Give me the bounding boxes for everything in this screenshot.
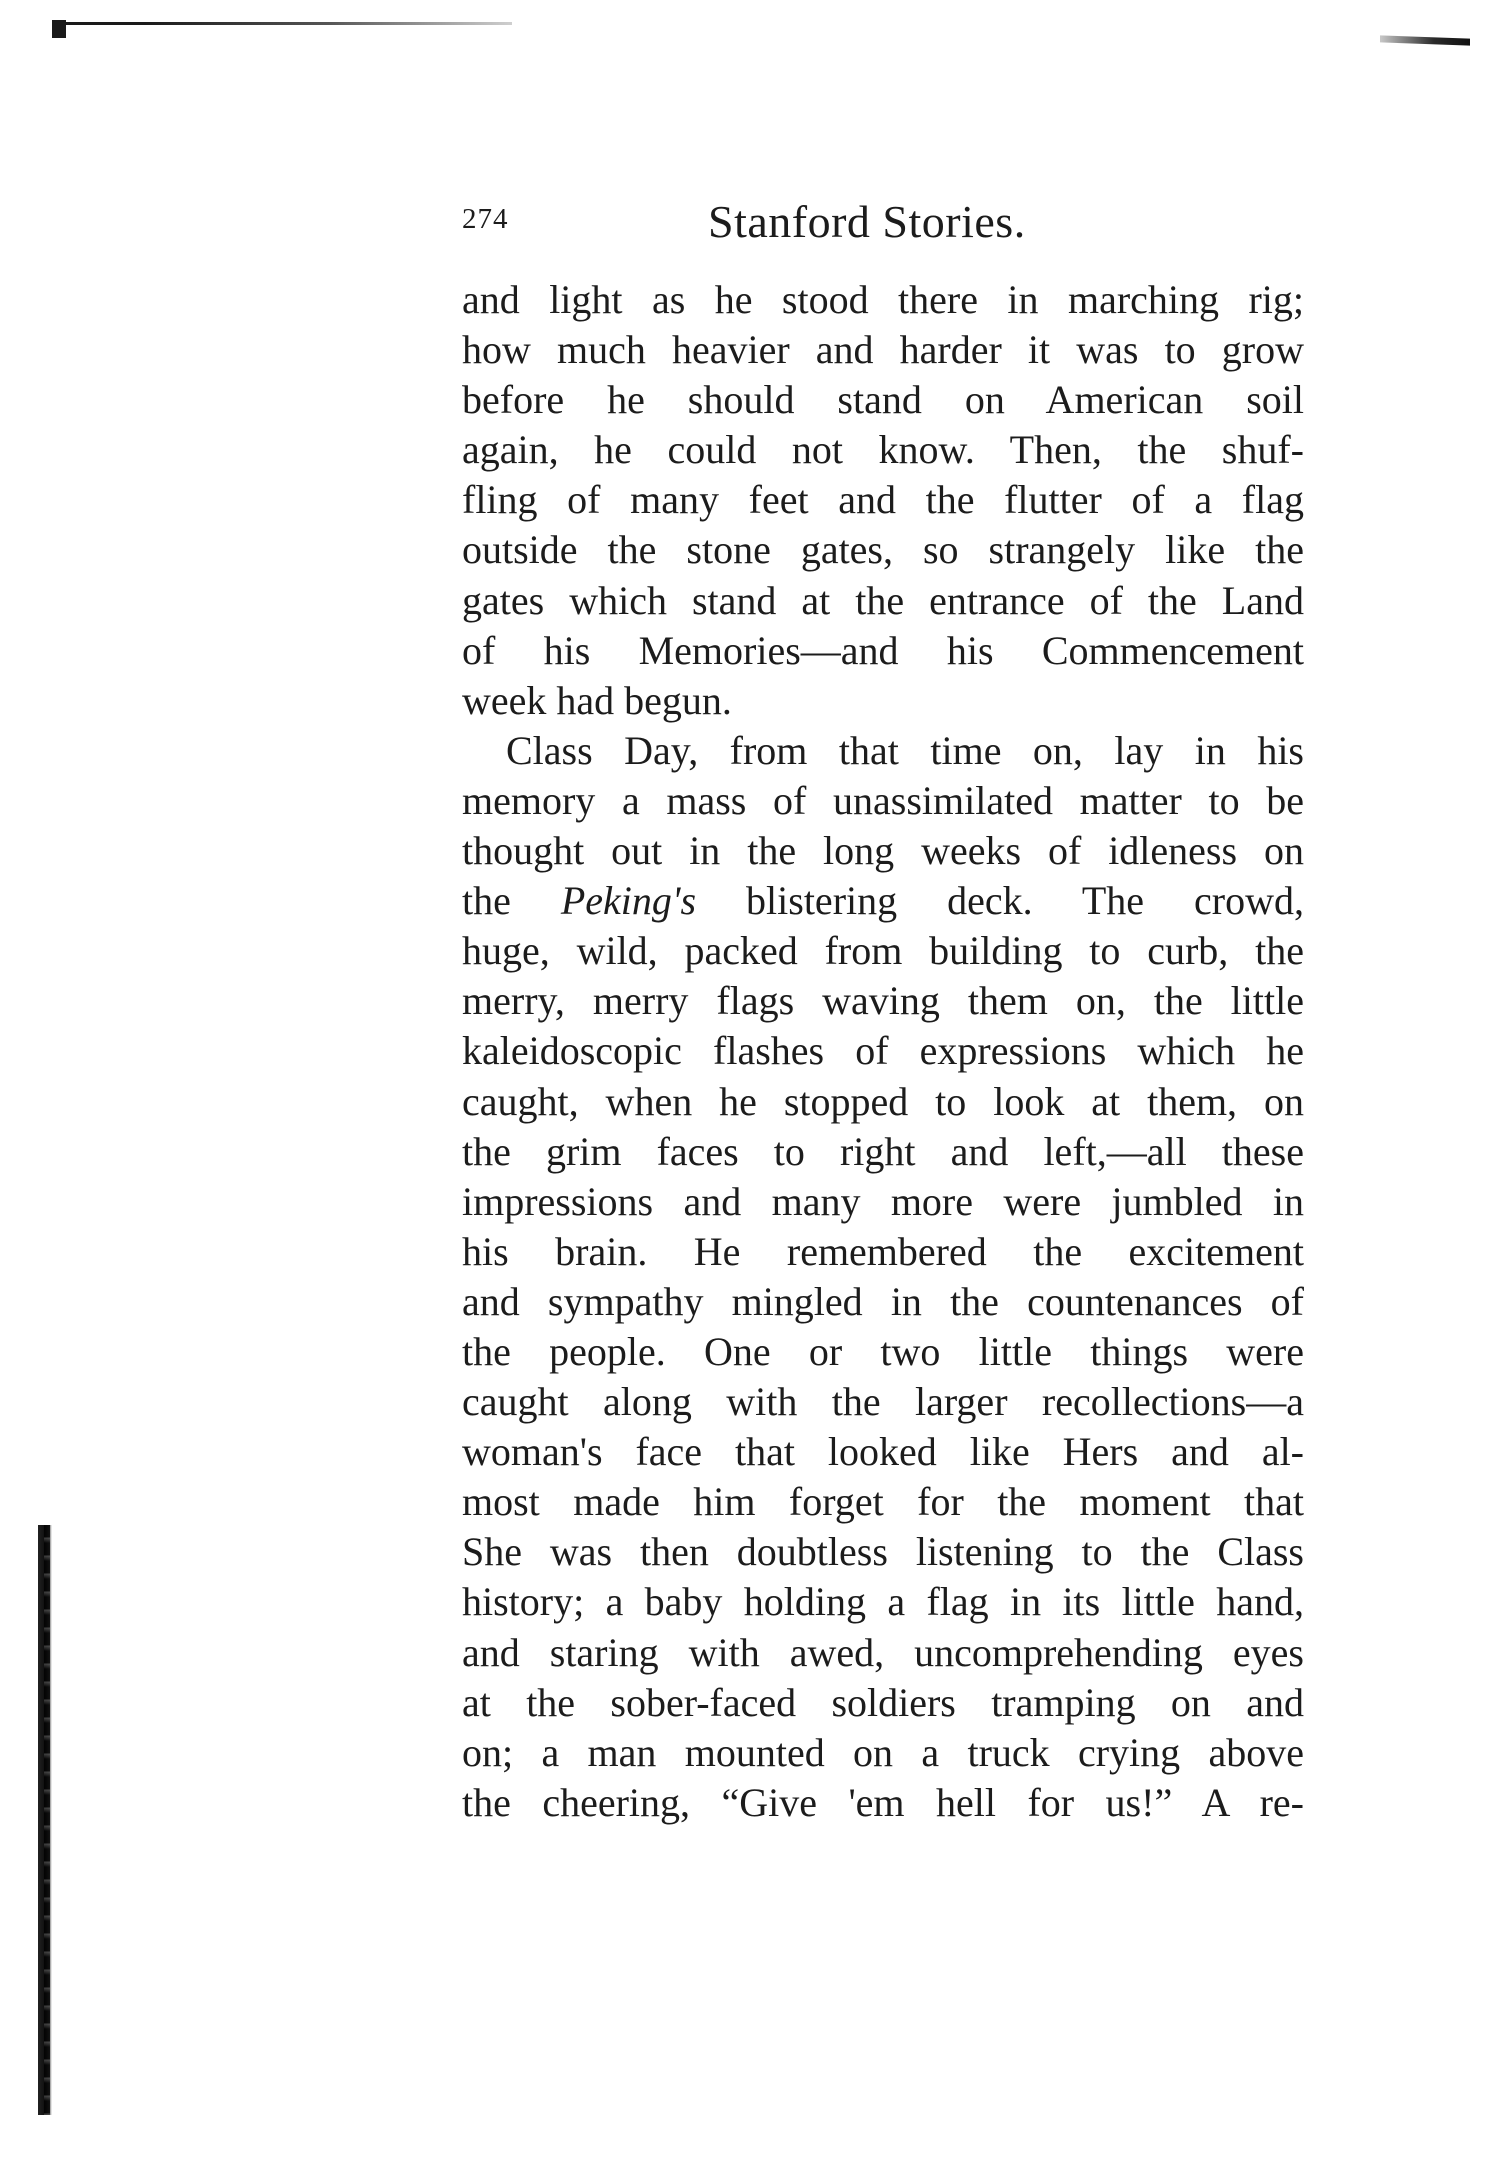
text-segment: caught along with the larger recollections—a — [462, 1379, 1304, 1425]
text-segment: and staring with awed, uncomprehending eyes — [462, 1629, 1304, 1675]
binding-gutter-texture — [44, 1525, 50, 2115]
text-line — [462, 1678, 1304, 1728]
text-line — [462, 1327, 1304, 1377]
text-line — [462, 1728, 1304, 1778]
text-line — [462, 425, 1304, 475]
text-line — [462, 976, 1304, 1026]
text-line — [462, 1077, 1304, 1127]
text-line — [462, 1527, 1304, 1577]
scan-edge-mark-corner — [52, 20, 66, 38]
text-segment: thought out in the long weeks of idleness on — [462, 828, 1304, 874]
text-segment: gates which stand at the entrance of the Land — [462, 577, 1304, 623]
text-segment: She was then doubtless listening to the Class — [462, 1529, 1304, 1575]
text-line — [462, 525, 1304, 575]
running-title: Stanford Stories. — [708, 196, 1026, 247]
text-line — [462, 275, 1304, 325]
text-line — [462, 876, 1304, 926]
text-segment: caught, when he stopped to look at them, on — [462, 1078, 1304, 1124]
text-line — [462, 626, 1304, 676]
ship-name-italic: Peking's — [560, 878, 697, 924]
text-segment: huge, wild, packed from building to curb, the — [462, 928, 1304, 974]
scan-edge-mark-right — [1380, 35, 1470, 45]
text-segment: blistering deck. The crowd, — [696, 878, 1304, 924]
text-line — [462, 1477, 1304, 1527]
text-segment: the grim faces to right and left,—all these — [462, 1128, 1304, 1174]
text-segment: at the sober-faced soldiers tramping on and — [462, 1679, 1304, 1725]
text-segment: fling of many feet and the flutter of a flag — [462, 477, 1304, 523]
text-segment: the people. One or two little things were — [462, 1328, 1304, 1374]
text-segment: again, he could not know. Then, the shuf- — [462, 427, 1304, 473]
text-segment: his brain. He remembered the excitement — [462, 1228, 1304, 1274]
text-segment: merry, merry flags waving them on, the little — [462, 978, 1304, 1024]
text-line — [462, 1427, 1304, 1477]
text-line — [462, 1026, 1304, 1076]
text-segment: the cheering, “Give 'em hell for us!” A re- — [462, 1779, 1304, 1825]
text-segment: impressions and many more were jumbled in — [462, 1178, 1304, 1224]
text-segment: and light as he stood there in marching rig; — [462, 277, 1304, 322]
text-segment: Class Day, from that time on, lay in his — [506, 727, 1304, 773]
text-segment: how much heavier and harder it was to grow — [462, 327, 1304, 373]
running-head — [462, 195, 1302, 255]
text-line — [462, 1227, 1304, 1277]
text-segment: the — [462, 878, 561, 924]
text-line — [462, 1277, 1304, 1327]
text-line — [462, 325, 1304, 375]
text-segment: woman's face that looked like Hers and al- — [462, 1429, 1304, 1475]
page-number: 274 — [462, 203, 509, 235]
text-line — [462, 1628, 1304, 1678]
text-line — [462, 1377, 1304, 1427]
text-line — [462, 776, 1304, 826]
text-line — [462, 1577, 1304, 1627]
text-segment: memory a mass of unassimilated matter to be — [462, 777, 1304, 823]
text-segment: outside the stone gates, so strangely like the — [462, 527, 1304, 573]
text-segment: before he should stand on American soil — [462, 377, 1304, 423]
text-line — [462, 926, 1304, 976]
scan-edge-mark — [52, 22, 512, 25]
text-segment: of his Memories—and his Commencement — [462, 627, 1304, 673]
text-segment: kaleidoscopic flashes of expressions which he — [462, 1028, 1304, 1074]
text-line — [462, 1127, 1304, 1177]
text-line — [462, 826, 1304, 876]
text-line — [462, 1778, 1304, 1828]
paragraph-first-line — [462, 726, 1304, 776]
text-line — [462, 1177, 1304, 1227]
text-segment: and sympathy mingled in the countenances of — [462, 1278, 1304, 1324]
text-line — [462, 375, 1304, 425]
text-line — [462, 576, 1304, 626]
text-segment: most made him forget for the moment that — [462, 1479, 1304, 1525]
body-text — [462, 275, 1304, 1828]
text-segment: week had begun. — [462, 677, 732, 723]
text-segment: history; a baby holding a flag in its little hand, — [462, 1579, 1304, 1625]
text-line — [462, 475, 1304, 525]
text-segment: on; a man mounted on a truck crying above — [462, 1729, 1304, 1775]
paragraph-end-line — [462, 676, 1304, 726]
